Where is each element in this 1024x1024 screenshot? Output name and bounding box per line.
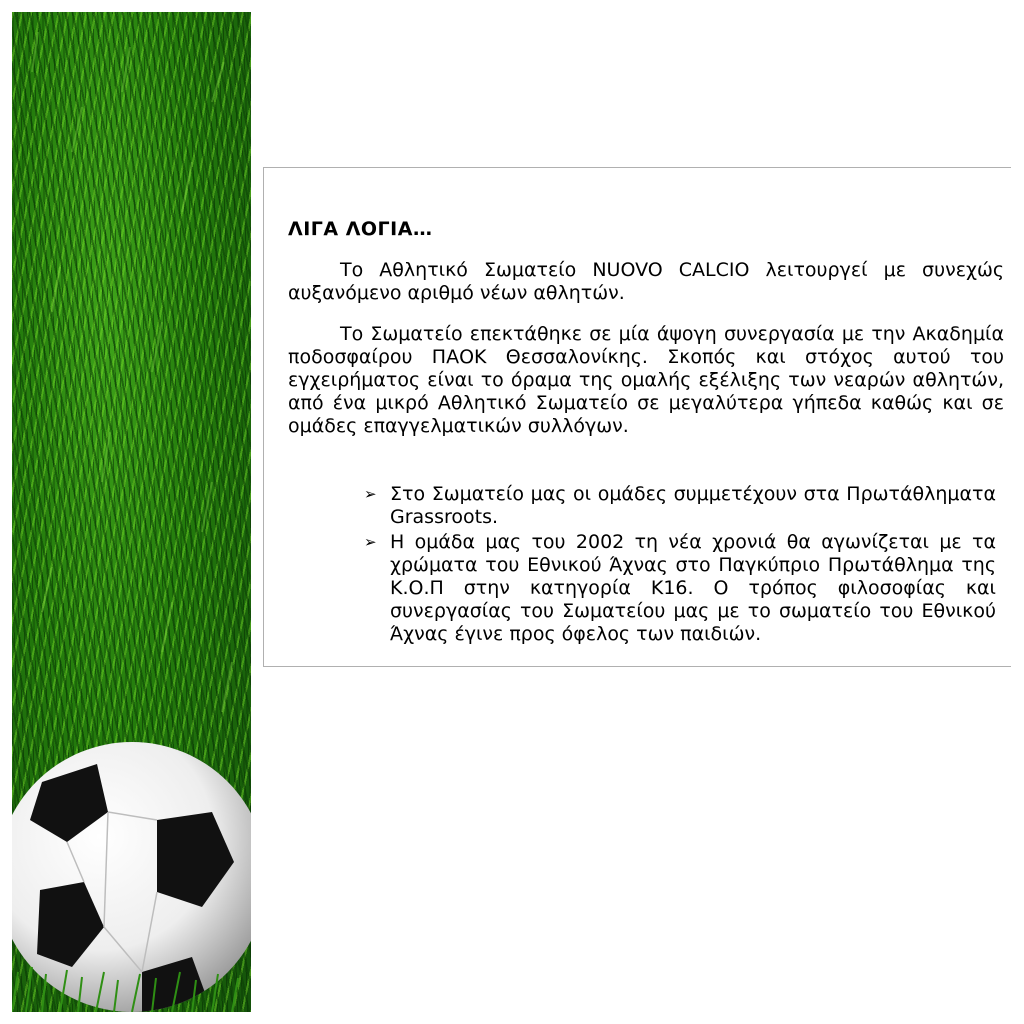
arrowhead-bullet-icon: ➢ — [364, 485, 377, 503]
collaboration-paragraph: Το Σωματείο επεκτάθηκε σε μία άψογη συνεργασία με την Ακαδημία ποδοσφαίρου ΠΑΟΚ Θεσσαλονίκης. Σκοπός και στόχος αυτού του εγχειρήματος είναι το όραμα της ομαλής εξέλιξης των νεαρών αθλητών, από ένα μικρό Αθλητικό Σωματείο σε μεγαλύτερα γήπεδα καθώς και σε ομάδες επαγγελματικών συλλόγων. — [288, 323, 1004, 437]
list-item — [364, 483, 996, 529]
bullet-list — [364, 483, 996, 648]
bullet-text: Στο Σωματείο μας οι ομάδες συμμετέχουν στα Πρωτάθληματα Grassroots. — [390, 483, 996, 528]
text-panel — [263, 167, 1011, 667]
list-item — [364, 531, 996, 646]
arrowhead-bullet-icon: ➢ — [364, 533, 377, 551]
page-title: ΛΙΓΑ ΛΟΓΙΑ… — [288, 218, 433, 240]
grass-background-image — [12, 12, 251, 1012]
soccer-ball-image — [12, 12, 251, 1012]
bullet-text: Η ομάδα μας του 2002 τη νέα χρονιά θα αγωνίζεται με τα χρώματα του Εθνικού Άχνας στο Παγκύπριο Πρωτάθλημα της Κ.Ο.Π στην κατηγορία Κ16. Ο τρόπος φιλοσοφίας και συνεργασίας του Σωματείου μας με το σωματείο του Εθνικού Άχνας έγινε προς όφελος των παιδιών. — [390, 531, 996, 645]
intro-paragraph: Το Αθλητικό Σωματείο NUOVO CALCIO λειτουργεί με συνεχώς αυξανόμενο αριθμό νέων αθλητών. — [288, 259, 1004, 304]
